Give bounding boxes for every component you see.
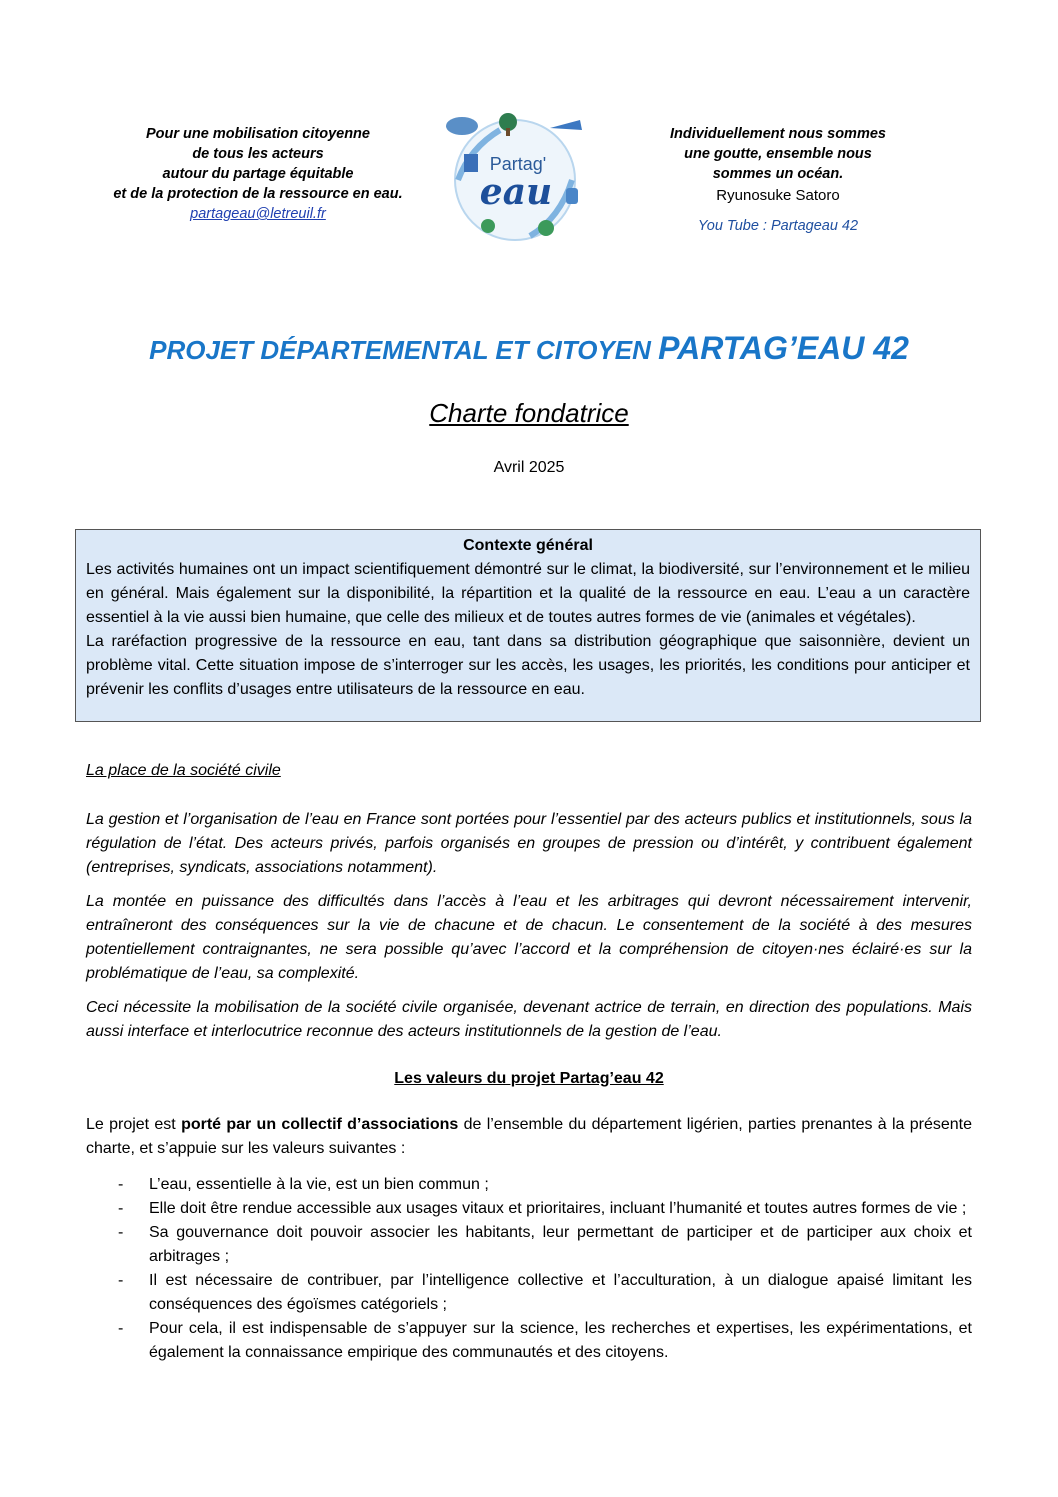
context-paragraph: La raréfaction progressive de la ressource en eau, tant dans sa distribution géographique que saisonnière, devient un problème vital. Cette situation impose de s’interroger sur les accès, les usages, les priorités, les conditions pour anticiper et prévenir les conflits d’usages entre utilisateurs de la ressource en eau. (86, 633, 970, 698)
logo-text-bottom: eau (479, 171, 553, 213)
list-item (86, 1269, 972, 1317)
values-heading: Les valeurs du projet Partag’eau 42 (394, 1070, 664, 1087)
bullet-dash: - (118, 1224, 124, 1241)
email-link[interactable]: partageau@letreuil.fr (190, 206, 326, 222)
motto-line: Pour une mobilisation citoyenne (146, 126, 370, 142)
header-right-quote (640, 124, 916, 236)
page-subtitle: Charte fondatrice (429, 398, 629, 428)
bullet-dash: - (118, 1320, 124, 1337)
list-item-text: Elle doit être rendue accessible aux usages vitaux et prioritaires, incluant l’humanité et toutes autres formes de vie ; (149, 1200, 967, 1217)
values-list (86, 1173, 972, 1365)
civil-society-paragraph: Ceci nécessite la mobilisation de la société civile organisée, devenant actrice de terrain, en direction des populations. Mais aussi interface et interlocutrice reconnue des acteurs institutionnels de la gestion de l’eau. (86, 999, 972, 1040)
quote-line: une goutte, ensemble nous (684, 146, 872, 162)
partageau-logo (430, 108, 600, 248)
context-heading: Contexte général (463, 537, 593, 554)
bullet-dash: - (118, 1272, 124, 1289)
list-item (86, 1173, 972, 1197)
document-date: Avril 2025 (493, 459, 565, 476)
bullet-dash: - (118, 1200, 124, 1217)
youtube-channel: You Tube : Partageau 42 (697, 218, 859, 234)
header-left-motto (90, 124, 426, 224)
list-item (86, 1197, 972, 1221)
values-intro (86, 1113, 972, 1161)
list-item-text: Pour cela, il est indispensable de s’appuyer sur la science, les recherches et expertises, les expérimentations, et également la connaissance empirique des communautés et des citoyens. (149, 1320, 972, 1361)
list-item-text: Sa gouvernance doit pouvoir associer les habitants, leur permettant de participer et de participer aux choix et arbitrages ; (149, 1224, 972, 1265)
logo-text-top: Partag' (489, 154, 547, 174)
quote-line: sommes un océan. (712, 166, 844, 182)
title-part-1: PROJET DÉPARTEMENTAL ET CITOYEN (149, 335, 659, 365)
list-item (86, 1221, 972, 1269)
civil-society-heading: La place de la société civile (86, 762, 281, 779)
values-intro-start: Le projet est (86, 1116, 182, 1133)
quote-author: Ryunosuke Satoro (716, 187, 840, 204)
civil-society-paragraph: La montée en puissance des difficultés dans l’accès à l’eau et les arbitrages qui devront nécessairement intervenir, entraîneront des conséquences sur la vie de chacune et de chacun. Le consentement de la société à des mesures potentiellement contraignantes, ne sera possible qu’avec l’accord et la compréhension de citoyen·nes éclairé·es sur la problématique de l’eau, sa complexité. (86, 893, 972, 982)
values-intro-bold: porté par un collectif d’associations (181, 1116, 459, 1133)
context-box (75, 529, 981, 722)
list-item-text: L’eau, essentielle à la vie, est un bien commun ; (149, 1176, 489, 1193)
title-part-2: PARTAG’EAU 42 (658, 330, 909, 366)
bullet-dash: - (118, 1176, 124, 1193)
values-intro-end: de l’ensemble du département ligérien, parties prenantes à la présente charte, et s’appuie sur les valeurs suivantes : (86, 1116, 973, 1157)
list-item-text: Il est nécessaire de contribuer, par l’intelligence collective et l’acculturation, à un dialogue apaisé limitant les conséquences des égoïsmes catégoriels ; (149, 1272, 972, 1313)
list-item (86, 1317, 972, 1365)
motto-line: autour du partage équitable (162, 166, 354, 182)
civil-society-paragraph: La gestion et l’organisation de l’eau en France sont portées pour l’essentiel par des acteurs publics et institutionnels, sous la régulation de l’état. Des acteurs privés, parfois organisés en groupes de pression ou d’intérêt, y contribuent également (entreprises, syndicats, associations notamment). (86, 811, 972, 876)
page-title (0, 330, 1058, 367)
motto-line: de tous les acteurs (192, 146, 324, 162)
quote-line: Individuellement nous sommes (670, 126, 886, 142)
motto-line: et de la protection de la ressource en eau. (113, 186, 403, 202)
civil-society-section (86, 808, 972, 1054)
context-paragraph: Les activités humaines ont un impact scientifiquement démontré sur le climat, la biodiversité, sur l’environnement et le milieu en général. Mais également sur la disponibilité, la répartition et la qualité de la ressource en eau. L’eau a un caractère essentiel à la vie aussi bien humaine, que celle des milieux et de toutes autres formes de vie (animales et végétales). (86, 561, 970, 626)
